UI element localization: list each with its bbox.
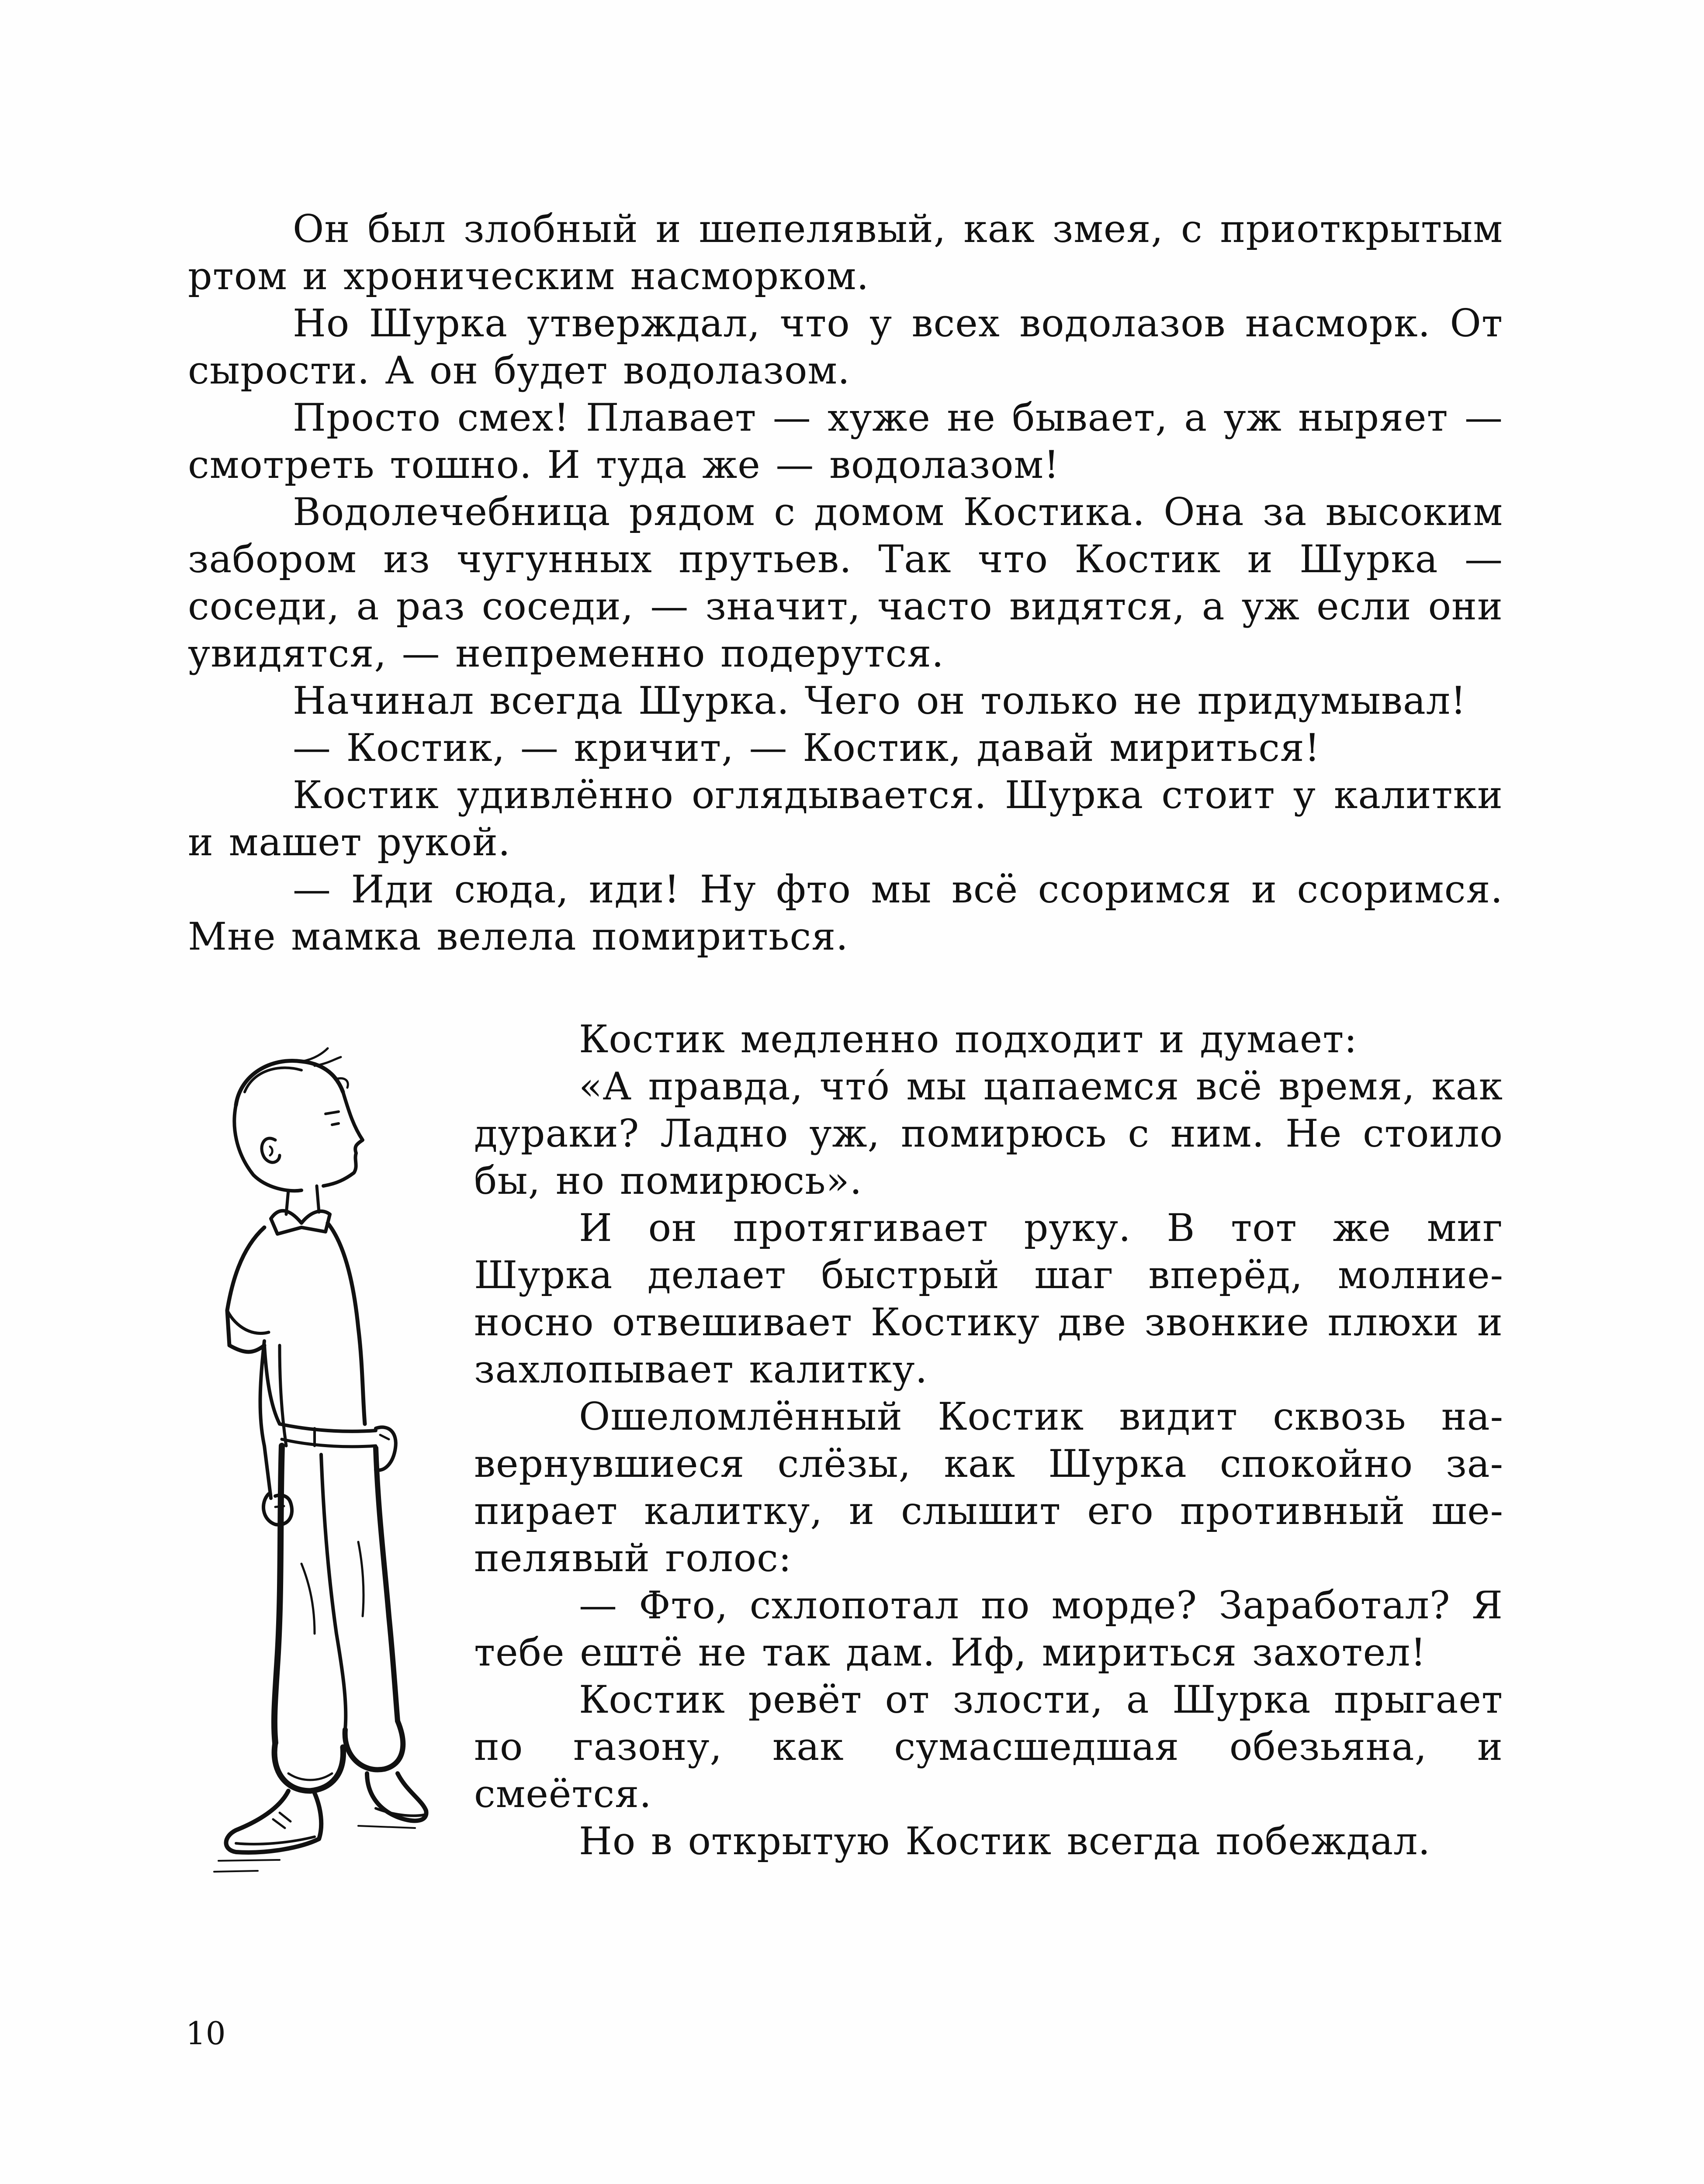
paragraph: Костик медленно подходит и думает: bbox=[579, 1017, 1358, 1061]
boy-walking-drawing-icon bbox=[170, 1040, 433, 1891]
paragraph: «А правда, что́ мы цапаемся всё время, как дураки? Ладно уж, помирюсь с ним. Не стоило бы, но помирюсь». bbox=[474, 1064, 1503, 1203]
paragraph: — Костик, — кричит, — Костик, давай мириться! bbox=[293, 726, 1320, 770]
paragraph: Просто смех! Плавает — хуже не бывает, а уж ныряет — смотреть тошно. И туда же — водолазом! bbox=[188, 395, 1503, 487]
paragraph: — Фто, схлопотал по морде? Заработал? Я тебе ештё не так дам. Иф, мириться захотел! bbox=[474, 1583, 1503, 1675]
paragraph: Костик удивлённо оглядывается. Шурка стоит у калитки и машет рукой. bbox=[188, 773, 1503, 864]
paragraph: Начинал всегда Шурка. Чего он только не придумывал! bbox=[293, 678, 1467, 723]
text-block-right bbox=[474, 1016, 1503, 1865]
paragraph: Но Шурка утверждал, что у всех водолазов насморк. От сырости. А он будет водолазом. bbox=[188, 301, 1503, 393]
paragraph: Костик ревёт от злости, а Шурка прыгает по газону, как сумасшедшая обезьяна, и смеётся. bbox=[474, 1677, 1503, 1816]
text-block-top bbox=[188, 205, 1503, 960]
paragraph: — Иди сюда, иди! Ну фто мы всё ссоримся и ссоримся. Мне мамка велела помириться. bbox=[188, 867, 1503, 959]
paragraph: Но в открытую Костик всегда побеждал. bbox=[579, 1819, 1431, 1863]
paragraph: Водолечебница рядом с домом Костика. Она за высоким забором из чугунных прутьев. Так что Костик и Шурка — соседи, а раз соседи, — значит, часто видятся, а уж если они увидятся, — непременно подерутся. bbox=[188, 490, 1503, 676]
paragraph: Он был злобный и шепелявый, как змея, с приоткрытым ртом и хроническим насморком. bbox=[188, 207, 1503, 298]
paragraph: И он протягивает руку. В тот же миг Шурка делает быстрый шаг вперёд, молниеносно отвешивает Костику две звонкие плюхи и захлопывает калитку. bbox=[474, 1206, 1503, 1392]
paragraph: Ошеломлённый Костик видит сквозь навернувшиеся слёзы, как Шурка спокойно запирает калитку, и слышит его противный шепелявый голос: bbox=[474, 1394, 1503, 1580]
page-number: 10 bbox=[186, 2015, 226, 2052]
